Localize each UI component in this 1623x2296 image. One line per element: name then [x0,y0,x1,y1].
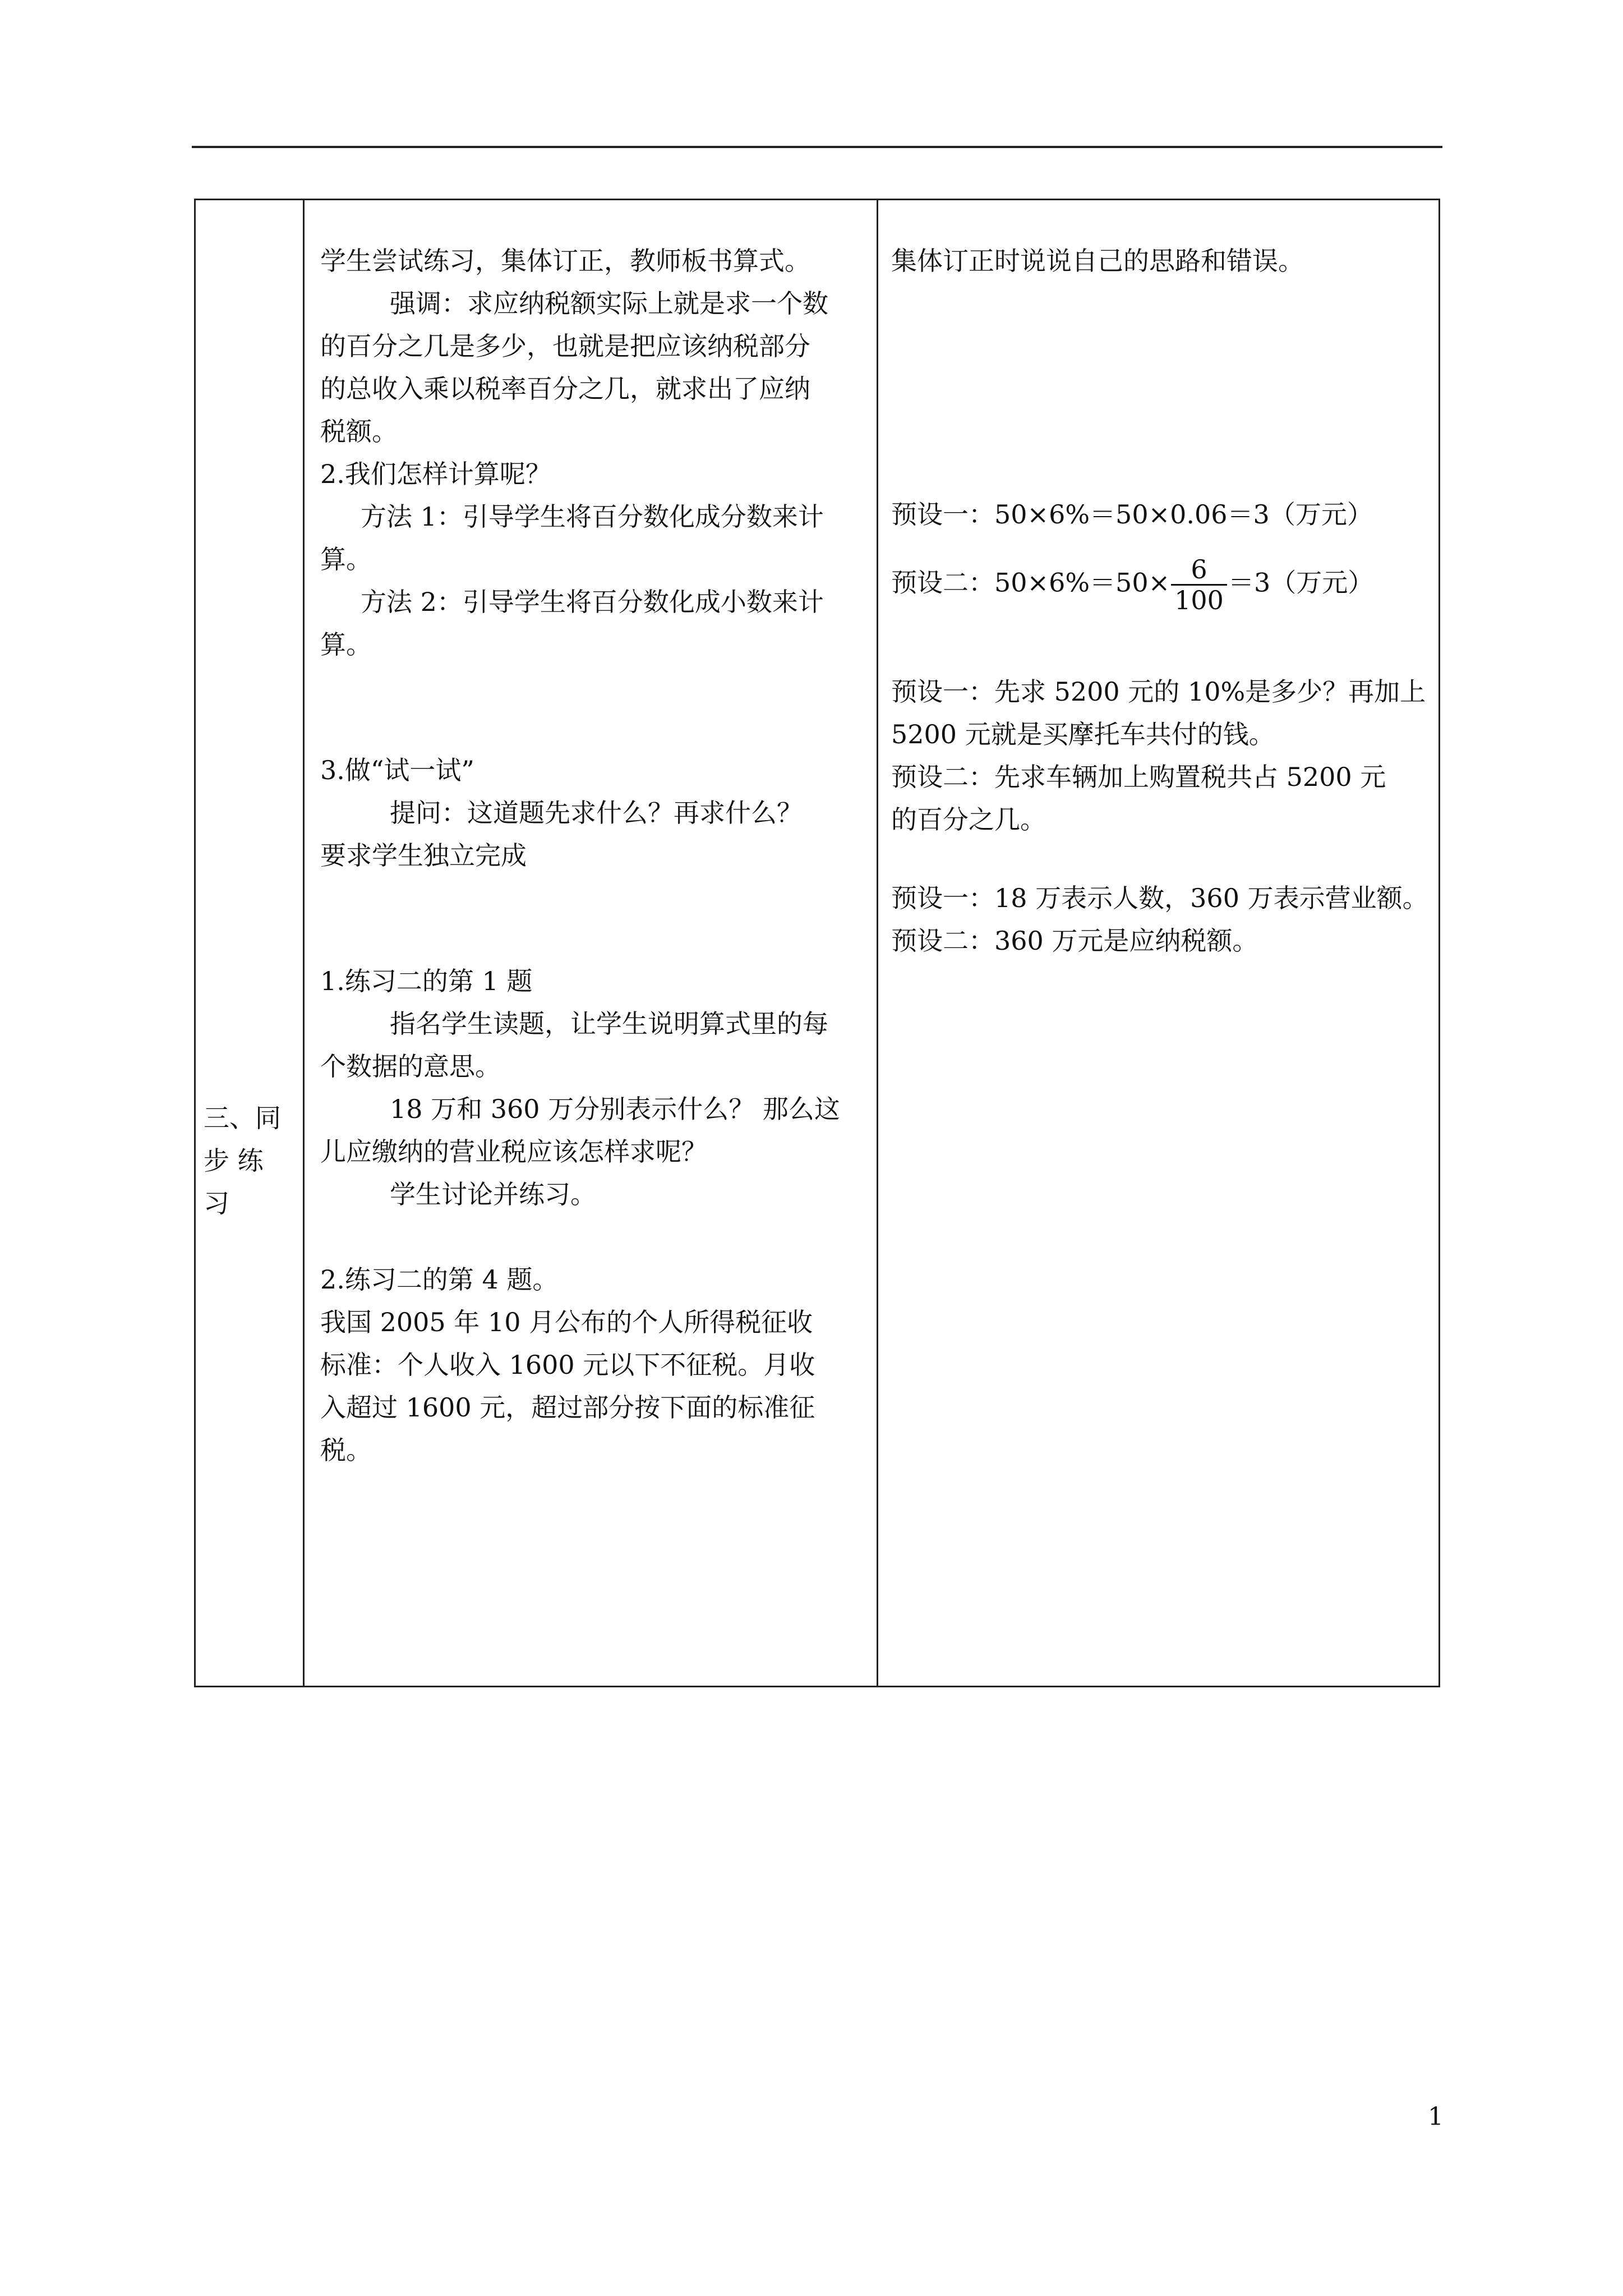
lesson-plan-table [194,199,1440,1687]
teacher-activity-line: 标准：个人收入 1600 元以下不征税。月收 [320,1350,815,1380]
page-number: 1 [1428,2102,1444,2131]
teacher-activity-line: 学生尝试练习，集体订正，教师板书算式。 [320,246,810,276]
teacher-activity-line: 儿应缴纳的营业税应该怎样求呢？ [320,1137,707,1167]
student-activity-line: 集体订正时说说自己的思路和错误。 [891,246,1304,276]
student-activity-formula [891,555,1430,615]
header-rule [192,146,1442,148]
teacher-activity-line: 学生讨论并练习。 [390,1179,596,1209]
fraction-numerator: 6 [1171,555,1227,586]
student-activity-line: 预设一：50×6%＝50×0.06＝3（万元） [891,499,1373,530]
teacher-activity-line: 指名学生读题，让学生说明算式里的每 [390,1009,828,1039]
teacher-activity-line: 18 万和 360 万分别表示什么？ 那么这 [390,1094,840,1124]
teacher-activity-line: 强调：求应纳税额实际上就是求一个数 [390,288,828,319]
teacher-activity-line: 我国 2005 年 10 月公布的个人所得税征收 [320,1307,813,1337]
stage-label-line: 步 练 [204,1145,264,1176]
fraction-denominator: 100 [1174,585,1224,615]
teacher-activity-line: 的百分之几是多少，也就是把应该纳税部分 [320,331,810,361]
teacher-activity-line: 算。 [320,629,372,660]
teacher-activity-line: 方法 1：引导学生将百分数化成分数来计 [361,501,824,532]
stage-label-line: 三、同 [204,1103,281,1133]
student-activity-line: 预设二：360 万元是应纳税额。 [891,926,1258,956]
student-activity-line: 5200 元就是买摩托车共付的钱。 [891,719,1275,749]
teacher-activity-line: 个数据的意思。 [320,1051,501,1082]
teacher-activity-line: 入超过 1600 元，超过部分按下面的标准征 [320,1392,815,1423]
teacher-activity-line: 税。 [320,1435,372,1465]
stage-label-line: 习 [204,1188,229,1218]
column-divider [303,200,305,1686]
student-activity-line: 预设一：先求 5200 元的 10%是多少？再加上 [891,677,1426,707]
column-divider [877,200,878,1686]
formula-suffix: ＝3（万元） [1228,567,1374,598]
teacher-activity-line: 税额。 [320,416,398,447]
teacher-activity-line: 方法 2：引导学生将百分数化成小数来计 [361,587,824,617]
teacher-activity-line: 要求学生独立完成 [320,840,527,871]
student-activity-line: 的百分之几。 [891,804,1046,835]
teacher-activity-line: 2.练习二的第 4 题。 [320,1264,559,1295]
teacher-activity-line: 1.练习二的第 1 题 [320,966,533,996]
formula-prefix: 预设二：50×6%＝50× [891,567,1170,598]
teacher-activity-line: 2.我们怎样计算呢？ [320,459,551,489]
student-activity-line: 预设二：先求车辆加上购置税共占 5200 元 [891,762,1386,792]
stage-label [204,1097,299,1225]
teacher-activity-line: 提问：这道题先求什么？再求什么？ [390,798,803,828]
student-activity-line: 预设一：18 万表示人数，360 万表示营业额。 [891,883,1428,913]
teacher-activity-line: 的总收入乘以税率百分之几，就求出了应纳 [320,374,810,404]
fraction [1171,555,1227,615]
teacher-activity-line: 算。 [320,544,372,574]
teacher-activity-line: 3.做“试一试” [320,755,474,785]
